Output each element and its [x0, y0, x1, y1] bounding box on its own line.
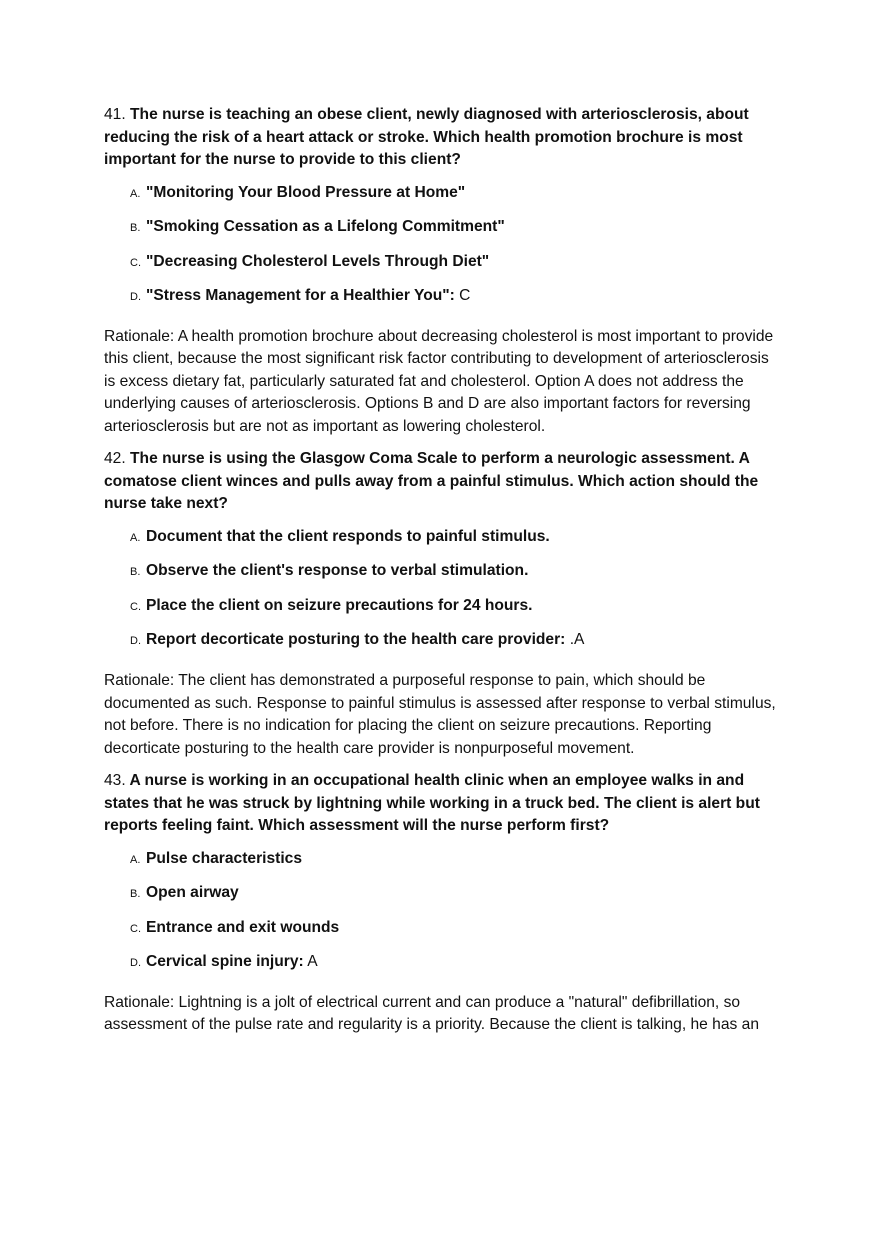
answer-key: C: [454, 287, 471, 304]
option-list: [104, 172, 776, 326]
option-letter: D.: [130, 957, 141, 970]
option-list: [104, 838, 776, 992]
option-letter: B.: [130, 222, 141, 234]
question-stem: [104, 770, 776, 838]
question-text: The nurse is teaching an obese client, newly diagnosed with arteriosclerosis, about reducing the risk of a heart attack or stroke. Which health promotion brochure is most important for the nurse to provide to this client?: [104, 106, 749, 168]
option-a: [104, 182, 776, 217]
option-b: [104, 560, 776, 595]
option-text: "Stress Management for a Healthier You":: [146, 287, 455, 304]
option-text: Place the client on seizure precautions for 24 hours.: [146, 596, 533, 614]
answer-key: A: [303, 953, 318, 971]
option-letter: C.: [130, 600, 141, 613]
option-text: "Monitoring Your Blood Pressure at Home": [146, 183, 466, 201]
rationale-text: Rationale: Lightning is a jolt of electrical current and can produce a "natural" defibrillation, so assessment of the pulse rate and regularity is a priority. Because the client is talking, he has an: [104, 993, 759, 1034]
option-c: [104, 595, 776, 630]
question-block: [104, 104, 776, 438]
rationale-text: Rationale: The client has demonstrated a purposeful response to pain, which should be documented as such. Response to painful stimulus is assessed after response to verbal stimulus, not before. There is no indication for placing the client on seizure precautions. Reporting decorticate posturing to the health care provider is nonpurposeful movement.: [104, 671, 776, 757]
option-b: [104, 882, 776, 917]
answer-key: .A: [565, 631, 585, 649]
option-text: Observe the client's response to verbal stimulation.: [146, 562, 529, 580]
option-letter: C.: [130, 256, 141, 269]
question-stem: [104, 104, 776, 172]
option-letter: A.: [130, 853, 141, 866]
option-text: Pulse characteristics: [146, 849, 303, 867]
option-list: [104, 516, 776, 670]
option-letter: B.: [130, 888, 141, 901]
option-c: [104, 917, 776, 952]
option-letter: D.: [130, 291, 141, 303]
option-b: [104, 216, 776, 251]
option-a: [104, 848, 776, 883]
question-number: 41.: [104, 106, 126, 123]
question-text: The nurse is using the Glasgow Coma Scale to perform a neurologic assessment. A comatose client winces and pulls away from a painful stimulus. Which action should the nurse take next?: [104, 450, 759, 513]
question-block: [104, 448, 776, 760]
question-stem: [104, 448, 776, 516]
option-c: [104, 251, 776, 286]
question-number: 43.: [104, 772, 126, 790]
option-a: [104, 526, 776, 561]
question-block: [104, 770, 776, 1037]
rationale-text: Rationale: A health promotion brochure about decreasing cholesterol is most important to provide this client, because the most significant risk factor contributing to development of arteriosclerosis is excess dietary fat, particularly saturated fat and cholesterol. Option A does not address the underlying causes of arteriosclerosis. Options B and D are also important factors for reversing arteriosclerosis but are not as important as lowering cholesterol.: [104, 327, 774, 435]
question-number: 42.: [104, 450, 126, 468]
option-text: Report decorticate posturing to the health care provider:: [146, 631, 566, 649]
option-text: Document that the client responds to painful stimulus.: [146, 527, 550, 545]
option-letter: B.: [130, 566, 141, 579]
option-letter: A.: [130, 187, 141, 200]
option-d: [104, 285, 776, 320]
option-text: "Smoking Cessation as a Lifelong Commitment": [146, 218, 505, 235]
option-text: Entrance and exit wounds: [146, 918, 340, 936]
option-text: "Decreasing Cholesterol Levels Through Diet": [146, 252, 490, 270]
option-d: [104, 951, 776, 986]
option-text: Cervical spine injury:: [146, 953, 304, 971]
option-letter: A.: [130, 531, 141, 544]
option-text: Open airway: [146, 884, 239, 902]
option-d: [104, 629, 776, 664]
option-letter: C.: [130, 922, 141, 935]
option-letter: D.: [130, 635, 141, 648]
document-page: [104, 104, 776, 1047]
question-text: A nurse is working in an occupational health clinic when an employee walks in and states that he was struck by lightning while working in a truck bed. The client is alert but reports feeling faint. Which assessment will the nurse perform first?: [104, 772, 760, 835]
